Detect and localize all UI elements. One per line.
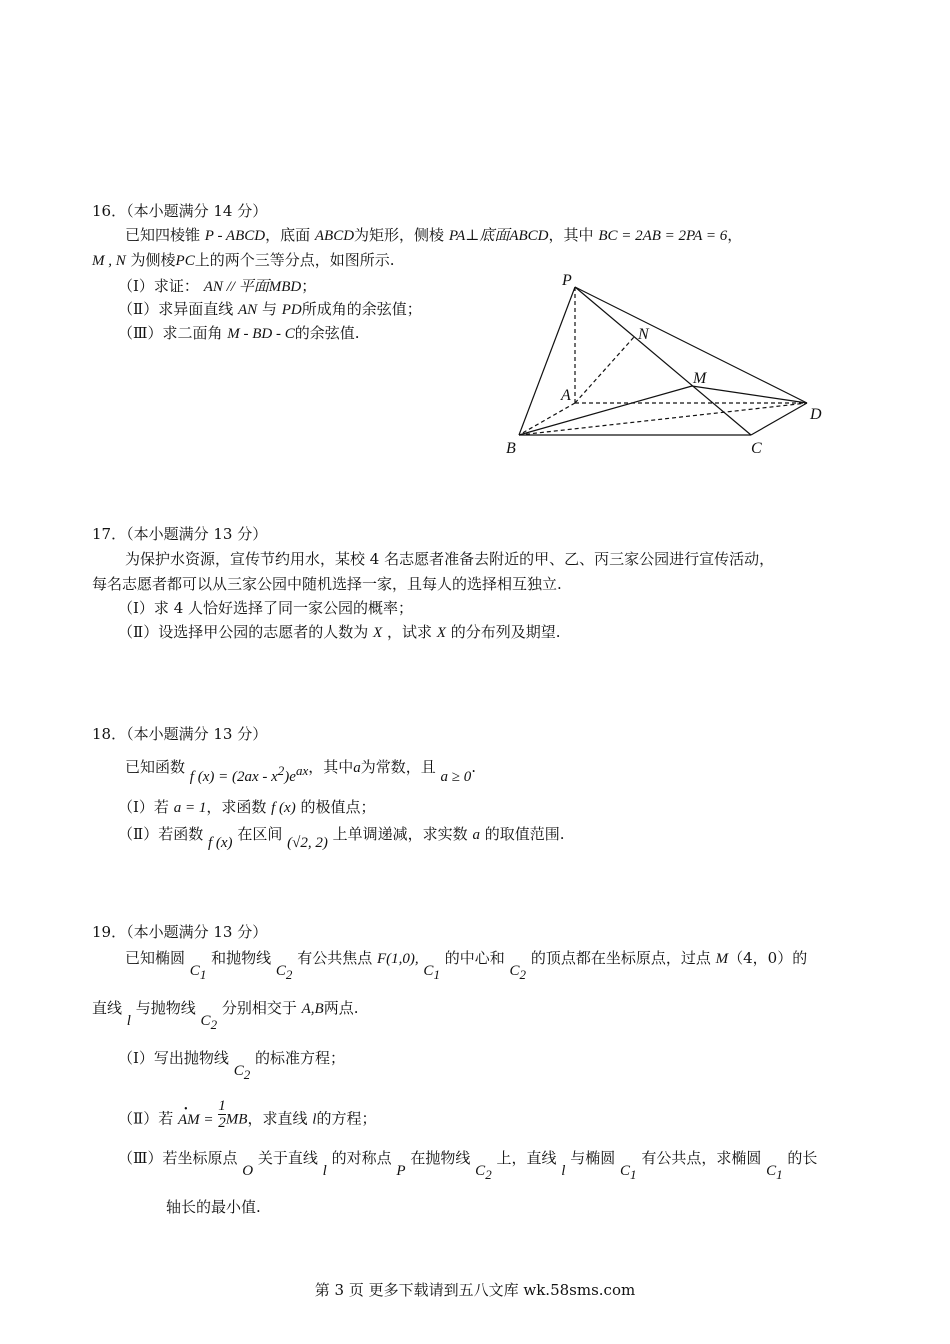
q18-line1: 已知函数 f $(x) = (2ax - x^2)e^{ax}$，其中a为常数，且 a ≥ 0. [125, 758, 477, 785]
edge-AB [519, 403, 575, 435]
q18-part2: （Ⅱ）若函数 f (x) 在区间 (√2, 2) 上单调递减，求实数 a 的取值范围. [118, 825, 565, 851]
label-N: N [638, 326, 649, 343]
edge-AN [575, 337, 634, 403]
pyramid-figure [495, 265, 835, 465]
q17-line2: 每名志愿者都可以从三家公园中随机选择一家，且每人的选择相互独立. [92, 575, 562, 593]
q16-part2: （Ⅱ）求异面直线 AN 与 PD所成角的余弦值； [118, 300, 422, 318]
q19-part1: （Ⅰ）写出抛物线 $C_2$ 的标准方程； [118, 1049, 346, 1082]
q19-header: 19．（本小题满分 13 分） [92, 923, 268, 941]
q16-line1: 已知四棱锥 P - ABCD，底面 ABCD为矩形，侧棱 PA⊥底面ABCD，其中 BC = 2AB = 2PA = 6， [125, 226, 743, 244]
q17-line1: 为保护水资源，宣传节约用水，某校 4 名志愿者准备去附近的甲、乙、丙三家公园进行宣传活动， [125, 550, 775, 568]
label-B: B [506, 440, 516, 457]
q19-line2: 直线 l 与抛物线 $C_2$ 分别相交于 A,B两点. [92, 999, 359, 1032]
q16-header: 16．（本小题满分 14 分） [92, 202, 268, 220]
label-M: M [693, 370, 707, 387]
label-P: P [562, 272, 572, 289]
edge-BD [519, 403, 807, 435]
q18-header: 18．（本小题满分 13 分） [92, 725, 268, 743]
q17-part2: （Ⅱ）设选择甲公园的志愿者的人数为 X ，试求 X 的分布列及期望. [118, 623, 561, 641]
q17-header: 17．（本小题满分 13 分） [92, 525, 268, 543]
q19-line1: 已知椭圆 $C_1$ 和抛物线 $C_2$ 有公共焦点 F(1,0), $C_1$ 的中心和 $C_2$ 的顶点都在坐标原点，过点 M（4，0）的 [125, 949, 808, 982]
edge-BM [519, 386, 692, 435]
edge-PC [575, 287, 751, 435]
page-footer: 第 3 页 更多下载请到五八文库 wk.58sms.com [314, 1281, 636, 1299]
q18-part1: （Ⅰ）若 a = 1，求函数 f (x) 的极值点； [118, 798, 376, 816]
q17-part1: （Ⅰ）求 4 人恰好选择了同一家公园的概率； [118, 599, 414, 617]
q16-part1: （Ⅰ）求证： AN // 平面MBD； [118, 277, 317, 295]
label-A: A [561, 387, 571, 404]
vector-am: • AM = [177, 1103, 214, 1128]
edge-PB [519, 287, 575, 435]
q16-part3: （Ⅲ）求二面角 M - BD - C的余弦值. [118, 324, 360, 342]
label-C: C [751, 440, 762, 457]
edge-PD [575, 287, 807, 403]
label-D: D [810, 406, 822, 423]
q19-line-last: 轴长的最小值. [166, 1198, 261, 1216]
q19-part3: （Ⅲ）若坐标原点 O 关于直线 l 的对称点 P 在抛物线 $C_2$ 上，直线 l 与椭圆 $C_1$ 有公共点，求椭圆 $C_1$ 的长 [118, 1149, 818, 1182]
q19-part2: （Ⅱ）若 • AM = $\frac{1}{2}$ MB，求直线 l的方程； [118, 1098, 377, 1131]
q16-line2: M , N 为侧棱PC上的两个三等分点，如图所示. [92, 251, 395, 269]
